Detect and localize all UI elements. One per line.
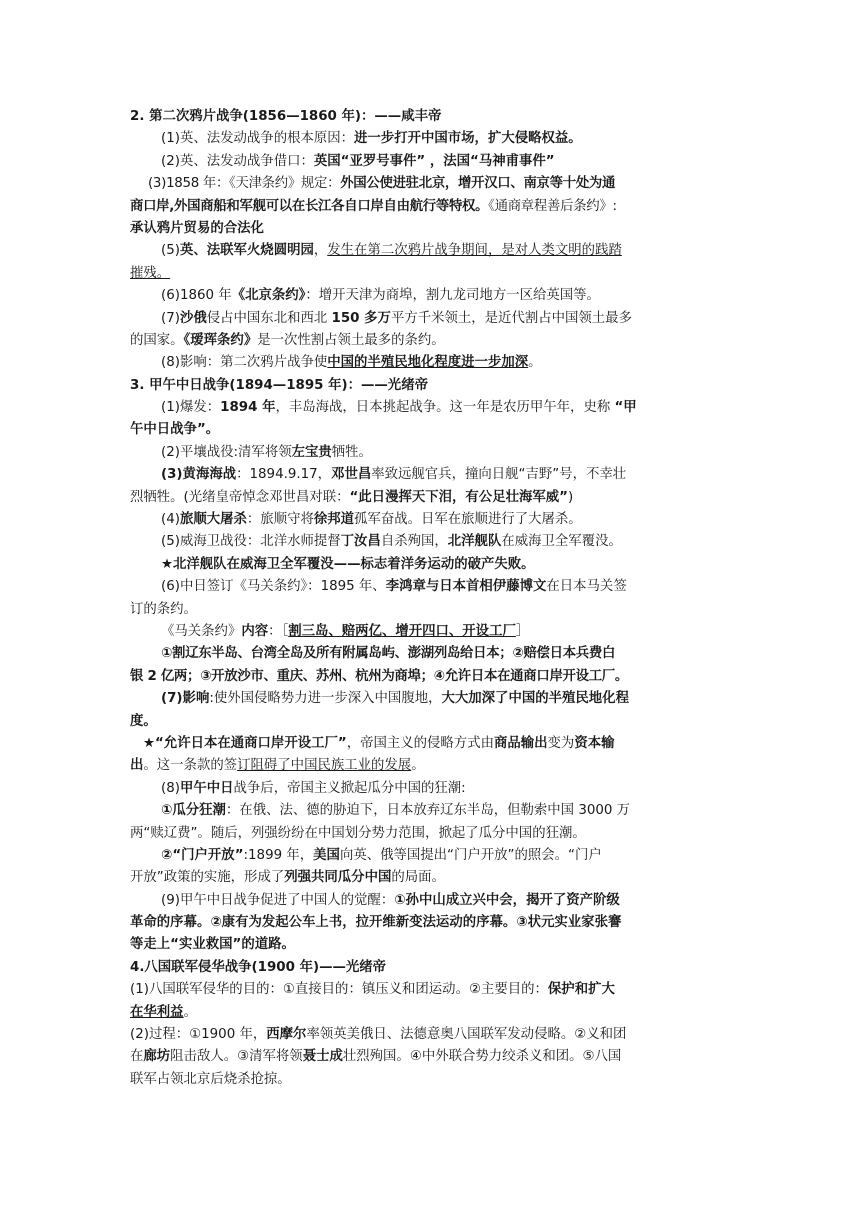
- text-run: (2)平壤战役:清军将领: [161, 444, 292, 460]
- text-run: 保护和扩大: [547, 982, 615, 998]
- section-heading: [130, 106, 730, 128]
- text-run: 聂士成: [302, 1049, 343, 1065]
- text-run: (9)甲午中日战争促进了中国人的觉醒：: [161, 892, 395, 908]
- text-run: (5)威海卫战役：北洋水师提督: [161, 534, 341, 550]
- text-run: 。: [411, 758, 425, 774]
- text-run: ：［: [268, 623, 289, 639]
- text-run: 开放”政策的实施，形成了: [130, 870, 285, 886]
- text-run: :1899 年，: [243, 847, 314, 863]
- text-run: “甲: [614, 400, 637, 416]
- text-run: 度。: [130, 713, 157, 729]
- paragraph-line: [130, 196, 730, 218]
- text-run: 3. 甲午中日战争(1894—1895 年)：——光绪帝: [130, 377, 428, 393]
- text-run: 150 多万: [331, 310, 391, 326]
- paragraph-line: [130, 554, 730, 576]
- text-run: 《瑷珲条约》: [183, 332, 258, 348]
- text-run: ，帝国主义的侵略方式由: [346, 735, 494, 751]
- paragraph-line: [130, 285, 730, 307]
- text-run: 发生在第二次鸦片战争期间，是对人类文明的践踏: [327, 243, 622, 259]
- text-run: 列强共同瓜分中国: [284, 870, 392, 886]
- text-run: (1)爆发：: [161, 400, 221, 416]
- paragraph-line: [130, 442, 730, 464]
- paragraph-line: [130, 800, 730, 822]
- text-run: (6)中日签订《马关条约》：1895 年、: [161, 579, 386, 595]
- text-run: 午中日战争”。: [130, 422, 220, 438]
- text-run: (7): [161, 310, 180, 326]
- text-run: 外国公使进驻北京，增开汉口、南京等十处为通: [340, 176, 616, 192]
- paragraph-line: [130, 1046, 730, 1068]
- text-run: 率致远舰官兵，撞向日舰“吉野”号，不幸壮: [371, 467, 627, 483]
- text-run: 是一次性割占领土最多的条约。: [257, 332, 445, 348]
- text-run: 在威海卫全军覆没。: [501, 534, 622, 550]
- paragraph-line: [130, 733, 730, 755]
- paragraph-line: [130, 397, 730, 419]
- text-run: 沙俄: [179, 310, 207, 326]
- text-run: 甲午中日: [179, 780, 234, 796]
- text-run: (5): [161, 243, 180, 259]
- text-run: 丁汝昌: [340, 534, 381, 550]
- paragraph-line: [130, 487, 730, 509]
- text-run: ①孙中山成立兴中会，揭开了资产阶级: [394, 892, 620, 908]
- text-run: 侵占中国东北和西北: [206, 310, 332, 326]
- text-run: 承认鸦片贸易的合法化: [130, 220, 264, 236]
- paragraph-line: [130, 509, 730, 531]
- text-run: 2. 第二次鸦片战争(1856—1860 年)：——咸丰帝: [130, 109, 442, 124]
- text-run: (1)八国联军侵华的目的：①直接目的：镇压义和团运动。②主要目的：: [130, 982, 548, 998]
- text-run: 。: [528, 355, 542, 371]
- paragraph-line: [130, 1069, 730, 1091]
- text-run: (7)影响: [161, 691, 210, 707]
- text-run: (6)1860 年: [161, 288, 232, 304]
- text-run: (8): [161, 780, 180, 796]
- paragraph-line: [130, 240, 730, 262]
- text-run: ②“门户开放”: [161, 847, 244, 863]
- text-run: ］: [515, 623, 530, 639]
- paragraph-line: [130, 711, 730, 733]
- text-run: 旅顺大屠杀: [179, 512, 247, 528]
- text-run: (2)过程：①1900 年，: [130, 1027, 267, 1043]
- text-run: 订阻碍了中国民族工业的发展: [237, 758, 412, 774]
- text-run: 两“赎辽费”。随后，列强纷纷在中国划分势力范围，掀起了瓜分中国的狂潮。: [130, 825, 586, 841]
- paragraph-line: [130, 464, 730, 486]
- text-run: (2)英、法发动战争借口：: [161, 153, 314, 169]
- text-run: ，: [313, 243, 328, 259]
- text-run: (1)英、法发动战争的根本原因：: [161, 131, 355, 147]
- paragraph-line: [130, 890, 730, 912]
- paragraph-line: [130, 979, 730, 1001]
- text-run: 的国家。: [130, 332, 184, 348]
- text-run: 革命的序幕。②康有为发起公车上书，拉开维新变法运动的序幕。③状元实业家张謇: [130, 915, 622, 931]
- text-run: ★“允许日本在通商口岸开设工厂”: [143, 735, 347, 751]
- text-run: 《马关条约》: [161, 623, 242, 639]
- text-run: (8)影响：第二次鸦片战争使: [161, 355, 328, 371]
- text-run: 壮烈殉国。④中外联合势力绞杀义和团。⑤八国: [342, 1049, 622, 1065]
- text-run: 资本输: [574, 735, 615, 751]
- paragraph-line: [130, 643, 730, 665]
- text-run: ：旅顺守将: [246, 512, 314, 528]
- paragraph-line: [130, 823, 730, 845]
- text-run: 阻击敌人。③清军将领: [170, 1049, 303, 1065]
- text-run: ：1894.9.17，: [236, 467, 332, 483]
- text-run: 银 2 亿两；③开放沙市、重庆、苏州、杭州为商埠；④允许日本在通商口岸开设工厂。: [130, 668, 628, 684]
- text-run: 在华利益: [130, 1004, 184, 1020]
- text-run: ：在俄、法、德的胁迫下，日本放弃辽东半岛，但勒索中国 3000 万: [225, 803, 631, 819]
- text-run: 孤军奋战。日军在旅顺进行了大屠杀。: [354, 512, 582, 528]
- paragraph-line: [130, 531, 730, 553]
- text-run: 进一步打开中国市场，扩大侵略权益。: [354, 131, 582, 147]
- text-run: 美国: [313, 847, 340, 863]
- paragraph-line: [130, 666, 730, 688]
- text-run: 中国的半殖民地化程度进一步加深: [327, 355, 529, 371]
- paragraph-line: [130, 845, 730, 867]
- text-run: 大大加深了中国的半殖民地化程: [441, 691, 629, 707]
- paragraph-line: [130, 755, 730, 777]
- text-run: 。: [183, 1004, 197, 1020]
- text-run: 英国“亚罗号事件” ，法国“马神甫事件”: [313, 153, 555, 169]
- text-run: 摧残。: [130, 265, 171, 281]
- text-run: (3)1858 年：《天津条约》规定：: [148, 176, 341, 192]
- text-run: 1894 年: [220, 400, 276, 416]
- text-run: 牺牲。: [331, 444, 372, 460]
- text-run: :使外国侵略势力进一步深入中国腹地，: [209, 691, 442, 707]
- text-run: 在: [130, 1049, 144, 1065]
- paragraph-line: [130, 151, 730, 173]
- paragraph-line: [130, 263, 730, 285]
- paragraph-line: [130, 867, 730, 889]
- text-run: ★北洋舰队在威海卫全军覆没——标志着洋务运动的破产失败。: [161, 556, 535, 572]
- paragraph-line: [130, 934, 730, 956]
- document-page: [130, 106, 730, 1091]
- text-run: 左宝贵: [291, 444, 332, 460]
- text-run: 《通商章程善后条约》:: [488, 198, 617, 214]
- paragraph-line: [130, 599, 730, 621]
- paragraph-line: [130, 419, 730, 441]
- paragraph-line: [130, 621, 730, 643]
- paragraph-line: [130, 576, 730, 598]
- text-run: 廊坊: [143, 1049, 171, 1065]
- text-run: 西摩尔: [266, 1027, 307, 1043]
- paragraph-line: [130, 1002, 730, 1024]
- text-run: 徐邦道: [313, 512, 355, 528]
- text-run: 等走上“实业救国”的道路。: [130, 937, 295, 953]
- text-run: 战争后，帝国主义掀起瓜分中国的狂潮:: [233, 780, 466, 796]
- paragraph-line: [130, 128, 730, 150]
- text-run: ：增开天津为商埠，割九龙司地方一区给英国等。: [305, 288, 600, 304]
- text-run: 李鸿章与日本首相伊藤博文: [385, 579, 547, 595]
- text-run: 割三岛、赔两亿、增开四口、开设工厂: [288, 623, 516, 639]
- text-run: 商品输出: [493, 735, 548, 751]
- text-run: 变为: [547, 735, 575, 751]
- text-run: 的局面。: [391, 870, 445, 886]
- text-run: 4.八国联军侵华战争(1900 年)——光绪帝: [130, 959, 387, 975]
- text-run: 率领英美俄日、法德意奥八国联军发动侵略。②义和团: [306, 1027, 627, 1043]
- paragraph-line: [130, 1024, 730, 1046]
- text-run: ，丰岛海战，日本挑起战争。这一年是农历甲午年，史称: [275, 400, 615, 416]
- text-run: 内容: [241, 623, 269, 639]
- text-run: “此日漫挥天下泪，有公足壮海军威”: [349, 489, 568, 505]
- text-run: ): [567, 489, 574, 505]
- text-run: 。这一条款的签: [143, 758, 238, 774]
- text-run: 北洋舰队: [447, 534, 502, 550]
- paragraph-line: [130, 308, 730, 330]
- text-run: (4): [161, 512, 180, 528]
- paragraph-line: [130, 218, 730, 240]
- text-run: 邓世昌: [331, 467, 372, 483]
- text-run: 向英、俄等国提出“门户开放”的照会。“门户: [339, 847, 602, 863]
- text-run: 商口岸,外国商船和军舰可以在长江各自口岸自由航行等特权。: [130, 198, 489, 214]
- text-run: 烈牺牲。(光绪皇帝悼念邓世昌对联：: [130, 489, 350, 505]
- paragraph-line: [130, 352, 730, 374]
- section-heading: [130, 957, 730, 979]
- text-run: 订的条约。: [130, 601, 197, 617]
- text-run: 出: [130, 758, 144, 774]
- paragraph-line: [130, 173, 730, 195]
- text-run: (3)黄海海战: [161, 467, 237, 483]
- text-run: 在日本马关签: [546, 579, 627, 595]
- text-run: 联军占领北京后烧杀抢掠。: [130, 1071, 291, 1087]
- paragraph-line: [130, 778, 730, 800]
- section-heading: [130, 375, 730, 397]
- text-run: 自杀殉国，: [380, 534, 448, 550]
- text-run: 《北京条约》: [231, 288, 306, 304]
- paragraph-line: [130, 912, 730, 934]
- text-run: 平方千米领土，是近代割占中国领土最多: [390, 310, 632, 326]
- text-run: ①割辽东半岛、台湾全岛及所有附属岛屿、澎湖列岛给日本；②赔偿日本兵费白: [161, 646, 616, 662]
- paragraph-line: [130, 330, 730, 352]
- paragraph-line: [130, 688, 730, 710]
- text-run: 英、法联军火烧圆明园: [179, 243, 314, 259]
- text-run: ①瓜分狂潮: [161, 803, 226, 819]
